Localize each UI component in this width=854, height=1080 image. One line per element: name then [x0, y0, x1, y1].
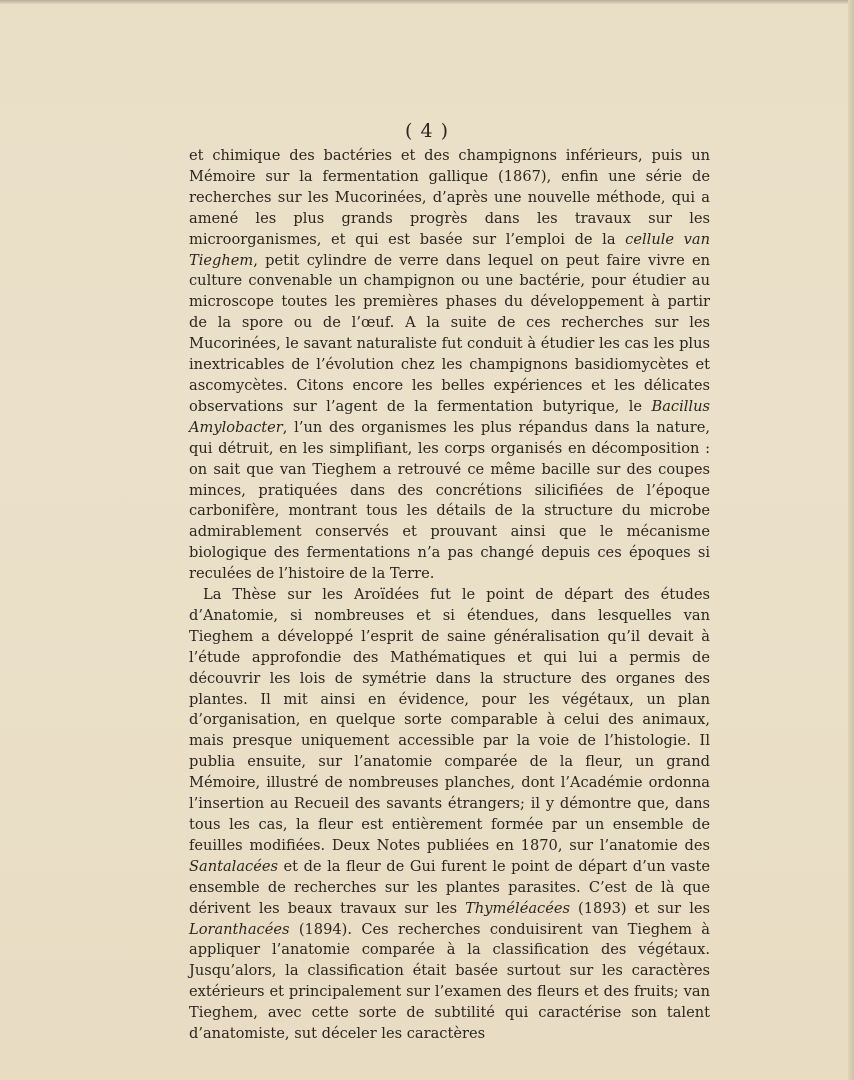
- paragraph-1: [189, 146, 710, 585]
- text-run: et chimique des bactéries et des champignons inférieurs, puis un Mémoire sur la fermentation gallique (1867), enfin une série de recherches sur les Mucorinées, d’après une nouvelle méthode, qui a amené les plus grands progrès dans les travaux sur les microorganismes, et qui est basée sur l’emploi de la: [189, 147, 710, 248]
- text-run: (1893) et sur les: [569, 899, 710, 917]
- text-run: et de la fleur de Gui furent le point de départ d’un vaste ensemble de recherches sur les plantes parasites. C’est de là que dérivent les beaux travaux sur les: [189, 857, 710, 917]
- italic-term: Loranthacées: [189, 920, 290, 938]
- italic-term: cellule van Tieghem: [189, 230, 710, 269]
- text-run: La Thèse sur les Aroïdées fut le point de départ des études d’Anatomie, si nombreuses et si étendues, dans lesquelles van Tieghem a développé l’esprit de saine généralisation qu’il devait à l’étude approfondie des Mathématiques et qui lui a permis de découvrir les lois de symétrie dans la structure des organes des plantes. Il mit ainsi en évidence, pour les végétaux, un plan d’organisation, en quelque sorte comparable à celui des animaux, mais presque uniquement accessible par la voie de l’histologie. Il publia ensuite, sur l’anatomie comparée de la fleur, un grand Mémoire, illustré de nombreuses planches, dont l’Académie ordonna l’insertion au Recueil des savants étrangers; il y démontre que, dans tous les cas, la fleur est entièrement formée par un ensemble de feuilles modifiées. Deux Notes publiées en 1870, sur l’anatomie des: [189, 586, 710, 854]
- text-run: (1894). Ces recherches conduisirent van Tieghem à appliquer l’anatomie comparée à la classification des végétaux. Jusqu’alors, la classification était basée surtout sur les caractères extérieurs et principalement sur l’examen des fleurs et des fruits; van Tieghem, avec cette sorte de subtilité qui caractérise son talent d’anatomiste, sut déceler les caractères: [189, 920, 710, 1043]
- page-number: ( 4 ): [405, 120, 449, 142]
- italic-term: Thyméléacées: [465, 899, 570, 917]
- text-run: , petit cylindre de verre dans lequel on peut faire vivre en culture convenable un champignon ou une bactérie, pour étudier au microscope toutes les premières phases du développement à partir de la spore ou de l’œuf. A la suite de ces recherches sur les Mucorinées, le savant naturaliste fut conduit à étudier les cas les plus inextricables de l’évolution chez les champignons basidiomycètes et ascomycètes. Citons encore les belles expériences et les délicates observations sur l’agent de la fermentation butyrique, le: [189, 251, 710, 415]
- text-run: , l’un des organismes les plus répandus dans la nature, qui détruit, en les simplifiant, les corps organisés en décomposition : on sait que van Tieghem a retrouvé ce même bacille sur des coupes minces, pratiquées dans des concrétions silicifiées de l’époque carbonifère, montrant tous les détails de la structure du microbe admirablement conservés et prouvant ainsi que le mécanisme biologique des fermentations n’a pas changé depuis ces époques si reculées de l’histoire de la Terre.: [189, 418, 710, 583]
- italic-term: Santalacées: [189, 857, 278, 875]
- body-text: [189, 146, 710, 1045]
- paragraph-2: [189, 585, 710, 1045]
- page-top-edge: [0, 0, 854, 4]
- page-right-edge: [848, 0, 854, 1080]
- italic-term: Bacillus Amylobacter: [189, 397, 710, 436]
